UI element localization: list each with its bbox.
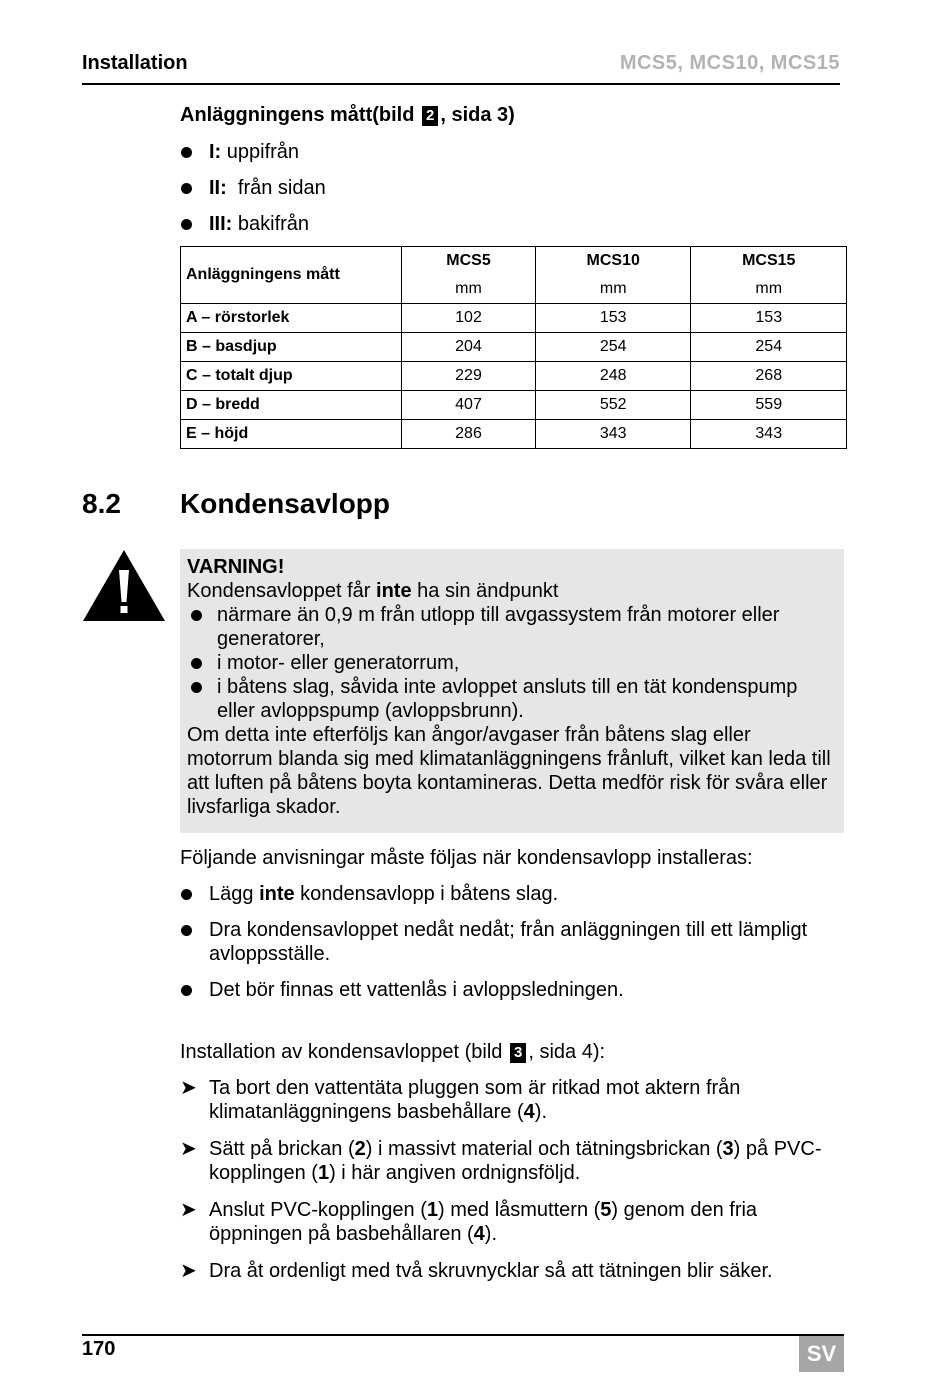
step-text: ) i massivt material och tätningsbrickan ( [365,1138,723,1160]
warning-title: VARNING! [187,556,285,578]
table-unit: mm [402,275,536,304]
list-item [180,978,845,1002]
table-cell: 153 [535,304,691,333]
bullet-icon [191,682,202,693]
view-list [180,140,326,248]
page-number: 170 [82,1338,116,1360]
row-label: B – basdjup [181,333,402,362]
step-text: Anslut PVC-kopplingen ( [209,1199,427,1221]
table-row [181,420,847,449]
item-text: kondensavlopp i båtens slag. [294,883,559,905]
view-key: I: [209,141,222,163]
warning-list-item [187,651,837,675]
list-item [180,140,326,176]
step-text: Ta bort den vattentäta pluggen som är ritkad mot aktern från klimatanläggningens basbehållare ( [209,1077,741,1123]
bullet-icon [191,610,202,621]
bullet-icon [181,219,192,230]
part-number: 3 [722,1138,734,1160]
part-number: 1 [317,1162,330,1184]
table-cell: 559 [691,391,847,420]
step-item [180,1137,845,1185]
warning-box [180,549,844,833]
view-text: uppifrån [221,141,300,163]
item-emphasis: inte [259,883,295,905]
install-intro-ref: , sida 4): [528,1041,606,1063]
row-label: E – höjd [181,420,402,449]
table-unit: mm [691,275,847,304]
warning-list-item [187,675,837,723]
table-cell: 343 [535,420,691,449]
table-cell: 552 [535,391,691,420]
table-cell: 153 [691,304,847,333]
list-item [180,176,326,212]
language-badge: SV [799,1336,844,1372]
bullet-icon [181,147,192,158]
step-text: ) i här angiven ordnignsföljd. [329,1162,581,1184]
header-section: Installation [82,52,188,74]
list-item [180,918,845,966]
warning-consequence: Om detta inte efterföljs kan ångor/avgaser från båtens slag eller motorrum blanda sig med klimatanläggningens frånluft, vilket kan leda till att luften på båtens boyta kontamineras. Detta medför risk för svåra eller livsfarliga skador. [187,724,831,818]
header-models: MCS5, MCS10, MCS15 [619,52,840,74]
arrow-icon: ➤ [180,1260,197,1282]
list-item [180,212,326,248]
table-unit: mm [535,275,691,304]
step-text: ) med låsmuttern ( [438,1199,601,1221]
figure-badge: 2 [422,106,438,126]
step-item [180,1259,845,1283]
warning-triangle-icon [82,548,166,622]
bullet-icon [181,985,192,996]
dimensions-table [180,246,847,449]
table-cell: 407 [402,391,536,420]
table-cell: 254 [535,333,691,362]
table-cell: 204 [402,333,536,362]
row-label: A – rörstorlek [181,304,402,333]
arrow-icon: ➤ [180,1199,197,1221]
item-text: Lägg [209,883,260,905]
step-item [180,1198,845,1246]
part-number: 1 [426,1199,439,1221]
install-intro-text: Installation av kondensavloppet (bild [180,1041,508,1063]
table-row [181,391,847,420]
table-cell: 254 [691,333,847,362]
arrow-icon: ➤ [180,1138,197,1160]
view-text: bakifrån [232,213,310,235]
table-cell: 343 [691,420,847,449]
footer-rule [82,1334,844,1336]
row-label: D – bredd [181,391,402,420]
table-cell: 248 [535,362,691,391]
view-text: från sidan [226,177,326,199]
part-number: 4 [473,1223,485,1245]
table-cell: 102 [402,304,536,333]
figure-badge: 3 [510,1043,526,1063]
instructions-list [180,882,845,1014]
part-number: 2 [354,1138,366,1160]
warning-intro [187,579,837,603]
arrow-icon: ➤ [180,1077,197,1099]
table-corner: Anläggningens mått [181,247,402,304]
part-number: 4 [523,1101,535,1123]
table-cell: 268 [691,362,847,391]
dimensions-title-text: Anläggningens mått(bild [180,104,420,126]
bullet-icon [181,889,192,900]
step-item [180,1076,845,1124]
part-number: 5 [600,1199,612,1221]
install-intro [180,1040,845,1064]
dimensions-title [180,104,515,127]
step-text: ). [534,1101,547,1123]
step-text: ) på PVC-kopplingen ( [209,1138,822,1184]
table-row [181,362,847,391]
row-label: C – totalt djup [181,362,402,391]
step-text: ). [484,1223,498,1245]
warning-item-text: i motor- eller generatorrum, [217,652,460,674]
table-column-header: MCS5 [402,247,536,276]
install-steps [180,1076,845,1296]
view-key: II: [209,177,227,199]
dimensions-title-ref: , sida 3) [440,104,515,126]
step-text: Dra åt ordenligt med två skruvnycklar så att tätningen blir säker. [209,1260,773,1282]
bullet-icon [191,658,202,669]
view-key: III: [209,213,233,235]
warning-item-text: i båtens slag, såvida inte avloppet ansluts till en tät kondenspump eller avloppspump (avloppsbrunn). [217,676,798,722]
section-number: 8.2 [82,488,121,519]
step-text: ) genom den fria öppningen på basbehållaren ( [209,1199,758,1245]
table-cell: 229 [402,362,536,391]
item-text: Det bör finnas ett vattenlås i avloppsledningen. [209,979,624,1001]
step-text: Sätt på brickan ( [209,1138,355,1160]
table-column-header: MCS10 [535,247,691,276]
header-rule [82,83,840,85]
warning-intro-emphasis: inte [376,580,412,602]
warning-intro-text: Kondensavloppet får [187,580,377,602]
instructions-intro: Följande anvisningar måste följas när kondensavlopp installeras: [180,847,753,869]
list-item [180,882,845,906]
table-row [181,304,847,333]
warning-list-item [187,603,837,651]
item-text: Dra kondensavloppet nedåt nedåt; från anläggningen till ett lämpligt avloppsställe. [209,919,808,965]
table-header-row [181,247,847,276]
bullet-icon [181,925,192,936]
table-cell: 286 [402,420,536,449]
warning-item-text: närmare än 0,9 m från utlopp till avgassystem från motorer eller generatorer, [217,604,780,650]
table-column-header: MCS15 [691,247,847,276]
section-title: Kondensavlopp [180,488,391,519]
bullet-icon [181,183,192,194]
warning-intro-text: ha sin ändpunkt [411,580,559,602]
table-row [181,333,847,362]
